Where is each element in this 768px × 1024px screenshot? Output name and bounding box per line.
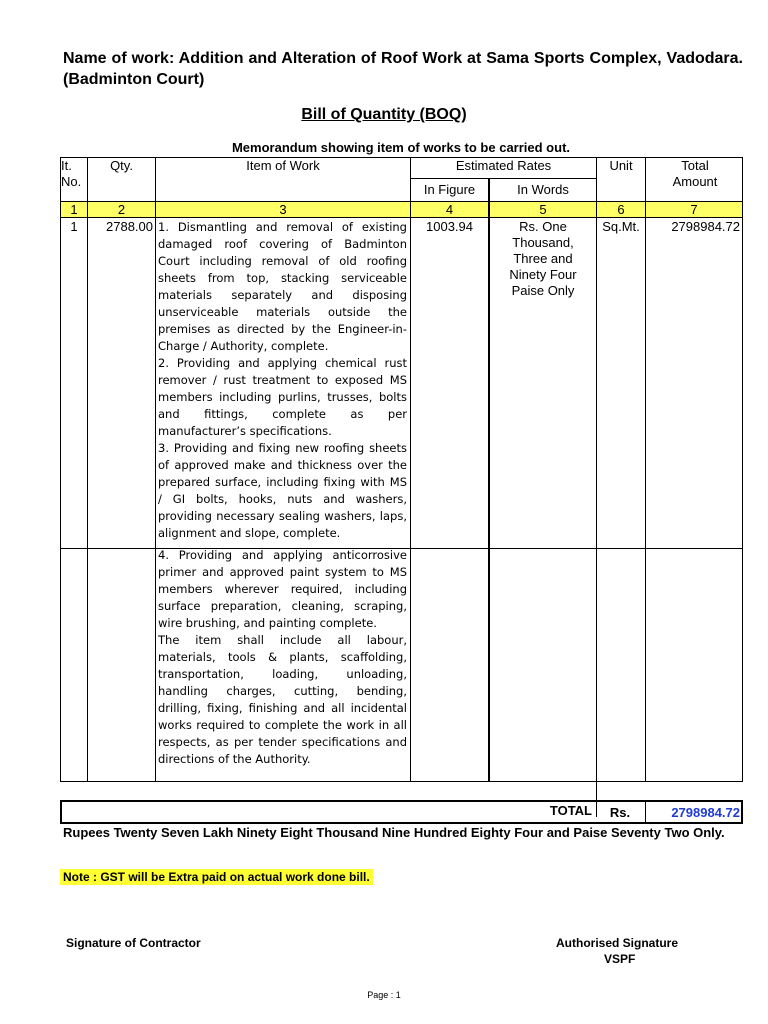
item-description-3: 3. Providing and fixing new roofing sheets of approved make and thickness over the prepared surface, including fixing with MS / GI bolts, hooks, nuts and washers, providing necessary sealing washers, laps, alignment and slope, complete. xyxy=(158,441,407,540)
item-description-2: 2. Providing and applying chemical rust remover / rust treatment to exposed MS members including purlins, trusses, bolts and fittings, complete as per manufacturer’s specifications. xyxy=(158,356,407,438)
total-right-border xyxy=(741,800,743,824)
col-border-3 xyxy=(410,157,411,782)
col-border-7 xyxy=(742,157,743,782)
page-number: Page : 1 xyxy=(367,990,401,1000)
col-border-2 xyxy=(155,157,156,782)
column-number: 4 xyxy=(445,202,454,217)
total-rs: Rs. xyxy=(609,805,631,820)
column-number: 7 xyxy=(690,202,698,217)
total-label: TOTAL xyxy=(549,803,592,818)
header-in-figure: In Figure xyxy=(423,182,476,197)
row-rate-words: Rs. One Thousand, Three and Ninety Four Paise Only xyxy=(509,219,577,298)
memo-line: Memorandum showing item of works to be carried out. xyxy=(231,140,571,155)
table-bottom-border xyxy=(60,781,743,782)
header-qty: Qty. xyxy=(110,158,133,173)
gst-note: Note : GST will be Extra paid on actual work done bill. xyxy=(60,869,373,885)
total-value: 2798984.72 xyxy=(671,805,740,820)
amount-in-words: Rupees Twenty Seven Lakh Ninety Eight Thousand Nine Hundred Eighty Four and Paise Seventy Two Only. xyxy=(63,825,725,840)
header-estimated-rates: Estimated Rates xyxy=(455,158,552,173)
total-divider xyxy=(645,800,646,824)
col-border-1 xyxy=(87,157,88,782)
header-in-words: In Words xyxy=(517,182,569,197)
col-border-6 xyxy=(645,157,646,782)
boq-title: Bill of Quantity (BOQ) xyxy=(301,106,467,123)
row-amount: 2798984.72 xyxy=(671,219,740,234)
header-total-amount: Total Amount xyxy=(672,158,718,189)
rates-subheader-border xyxy=(410,178,596,179)
header-item-of-work: Item of Work xyxy=(246,158,320,173)
header-unit: Unit xyxy=(609,158,633,173)
header-it-no: It. No. xyxy=(61,158,82,189)
total-top-border xyxy=(60,800,743,802)
authorised-signature-label: Authorised Signature xyxy=(556,936,679,950)
item-description-4: 4. Providing and applying anticorrosive primer and approved paint system to MS members wherever required, including surface preparation, cleaning, scraping, wire brushing, and painting complete. xyxy=(158,548,407,630)
column-number: 1 xyxy=(70,202,78,217)
total-bottom-border xyxy=(60,822,743,824)
col-border-5 xyxy=(596,157,597,817)
row-unit: Sq.Mt. xyxy=(602,219,640,234)
work-title: Name of work: Addition and Alteration of Roof Work at Sama Sports Complex, Vadodara. (Badminton Court) xyxy=(63,50,743,88)
column-number: 3 xyxy=(279,202,287,217)
total-left-border xyxy=(60,800,62,824)
col-border-0 xyxy=(60,157,61,782)
row-qty: 2788.00 xyxy=(106,219,153,234)
column-number: 2 xyxy=(117,202,126,217)
authorised-org-label: VSPF xyxy=(604,952,636,966)
column-number: 6 xyxy=(617,202,625,217)
item-description-5: The item shall include all labour, materials, tools & plants, scaffolding, transportation, loading, unloading, handling charges, cutting, bending, drilling, fixing, finishing and all incidental works required to complete the work in all respects, as per tender specifications and directions of the Authority. xyxy=(158,633,407,766)
row-rate-figure: 1003.94 xyxy=(426,219,473,234)
row-it-no: 1 xyxy=(70,219,78,234)
column-number: 5 xyxy=(539,202,547,217)
item-description-1: 1. Dismantling and removal of existing damaged roof covering of Badminton Court including removal of old roofing sheets from top, stacking serviceable materials separately and disposing unserviceable materials outside the premises as directed by the Engineer-in-Charge / Authority, complete. xyxy=(158,220,407,353)
contractor-signature-label: Signature of Contractor xyxy=(66,936,201,950)
col-border-4 xyxy=(488,178,490,782)
